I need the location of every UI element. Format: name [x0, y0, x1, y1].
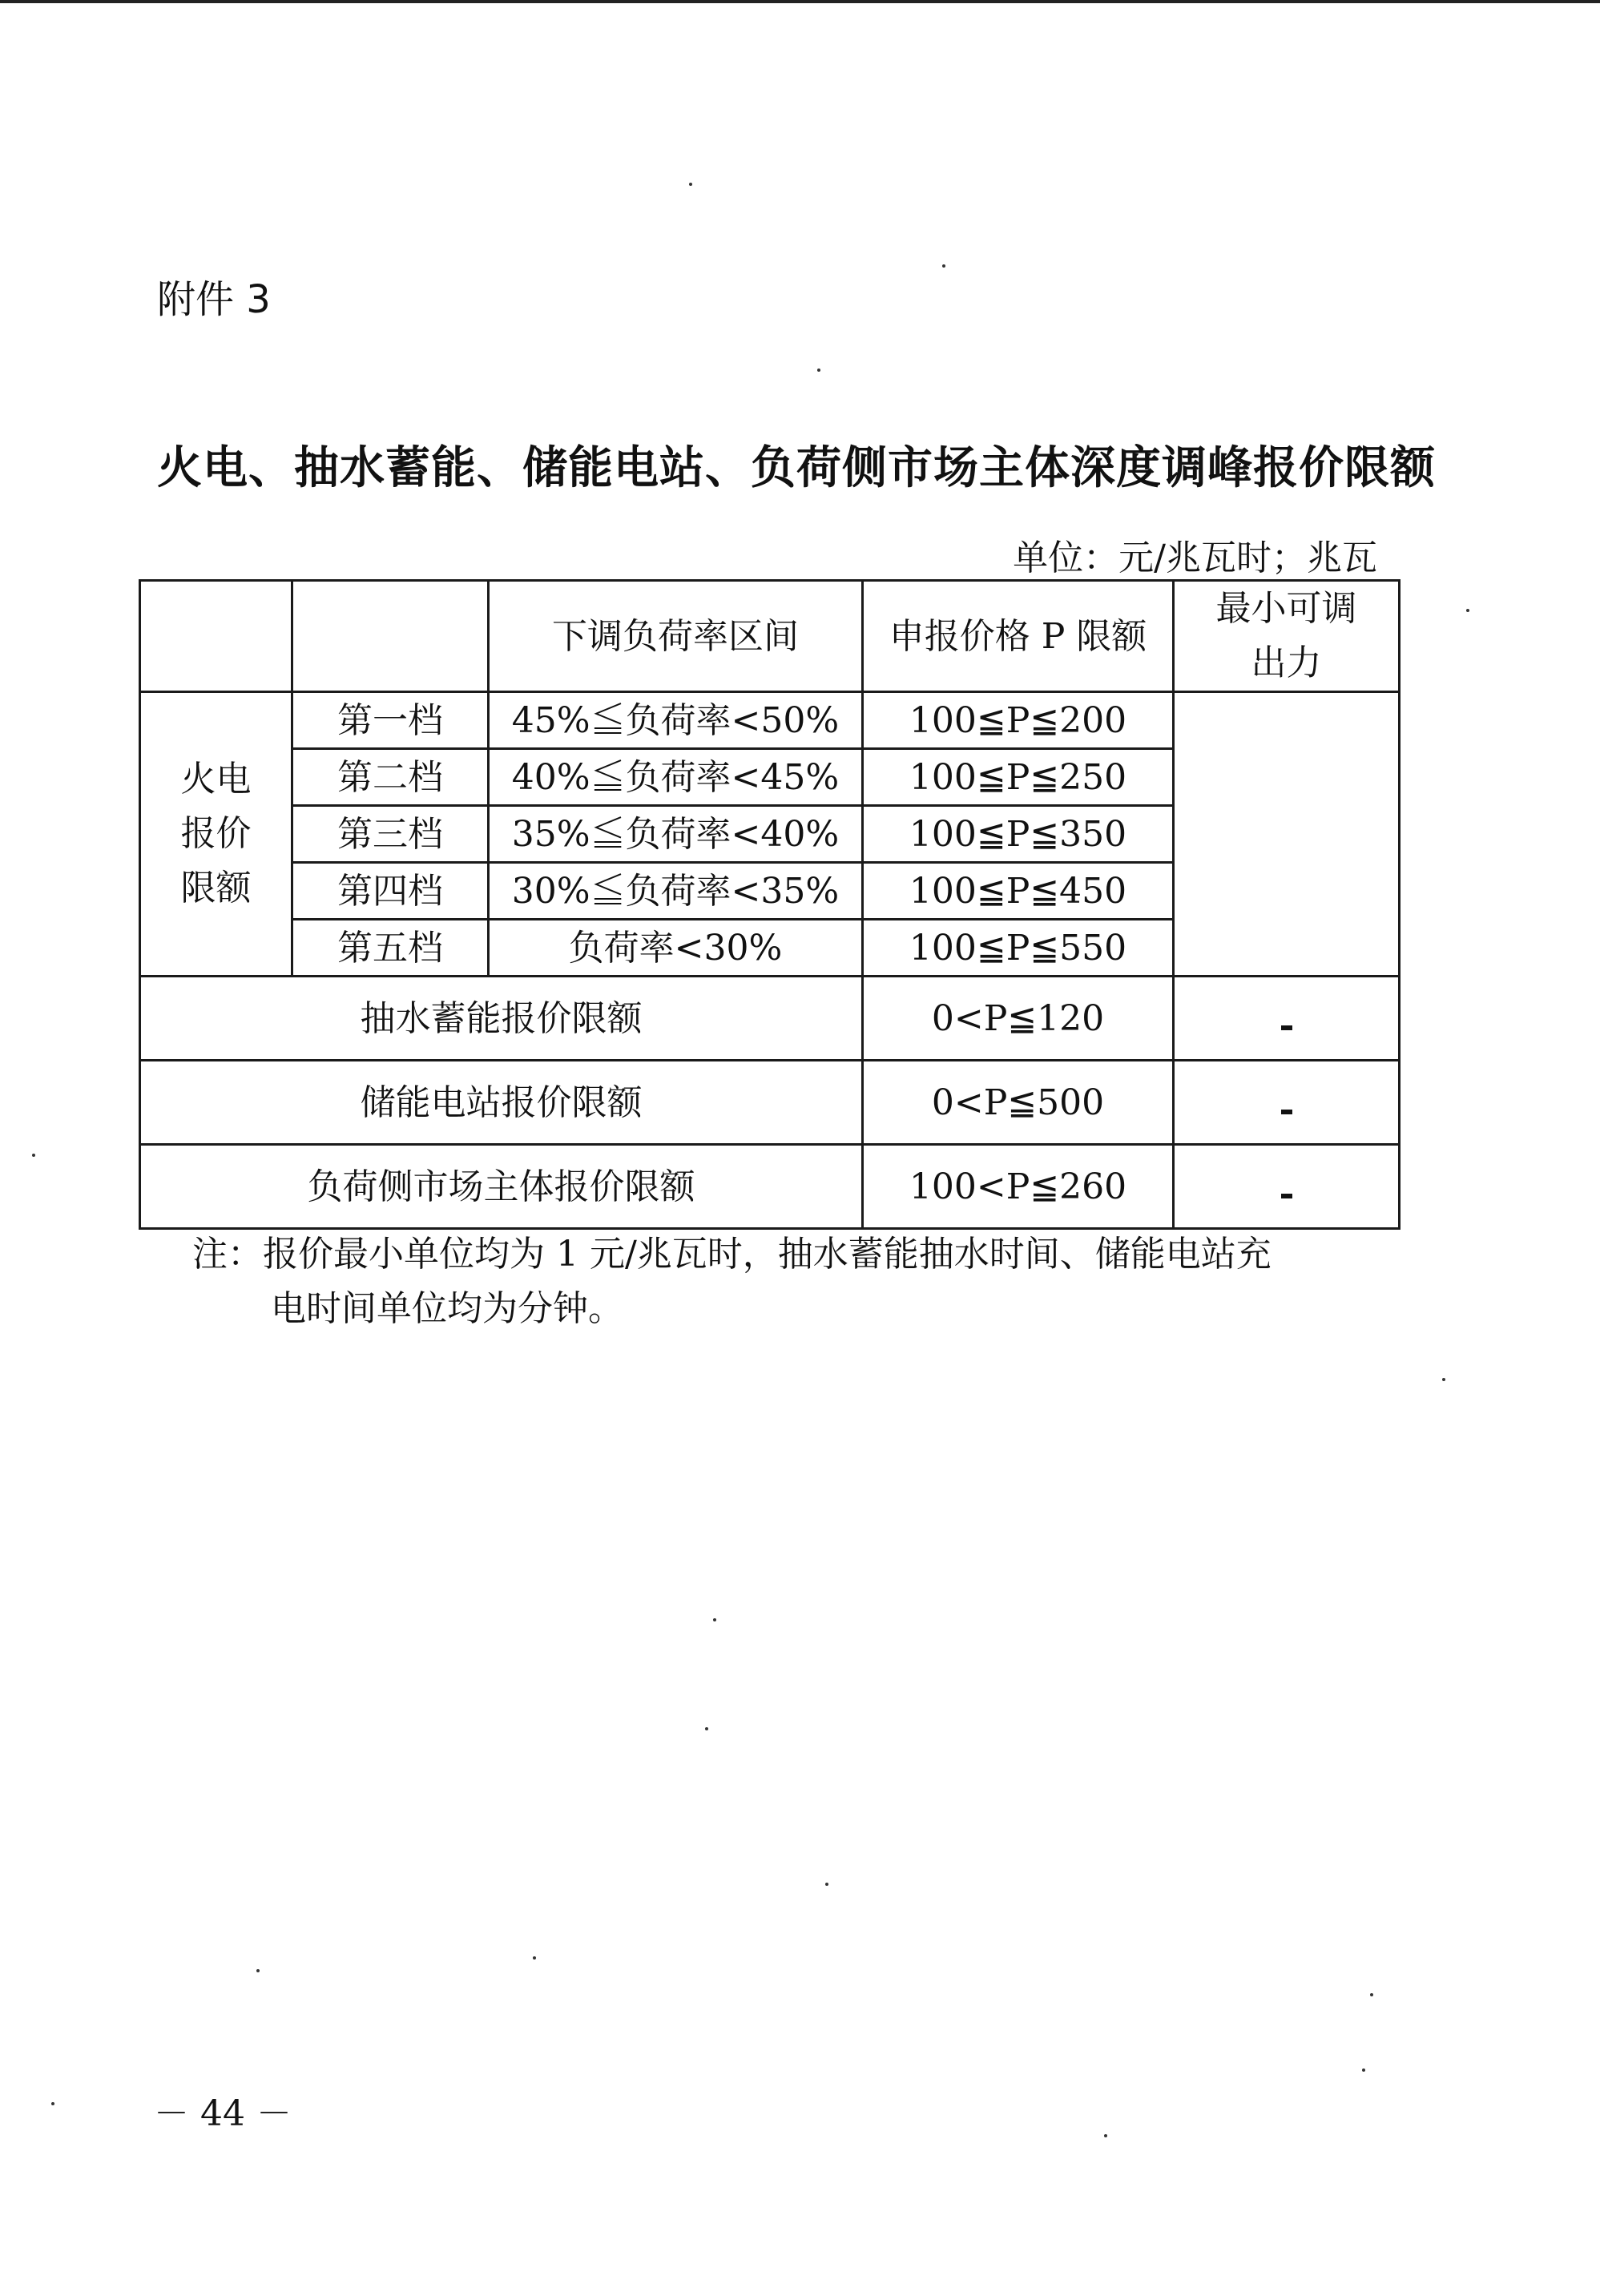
table-note [192, 1227, 1394, 1336]
tier-range: 负荷率<30% [489, 920, 863, 977]
tier-range: 40%≦负荷率<45% [489, 749, 863, 806]
tier-price: 100≦P≦350 [863, 806, 1174, 863]
tier-price: 100≦P≦200 [863, 692, 1174, 749]
header-blank-2 [292, 581, 489, 692]
energy-storage-min-output [1174, 1061, 1400, 1145]
scan-speck [1466, 609, 1469, 612]
tier-price: 100≦P≦550 [863, 920, 1174, 977]
scan-speck [1362, 2068, 1365, 2072]
table-row [140, 692, 1400, 749]
tier-price: 100≦P≦250 [863, 749, 1174, 806]
table-row [140, 1061, 1400, 1145]
price-limit-table [139, 579, 1401, 1230]
scan-speck [1104, 2134, 1107, 2137]
tier-label: 第五档 [292, 920, 489, 977]
energy-storage-price: 0<P≦500 [863, 1061, 1174, 1145]
note-line-1: 注：报价最小单位均为 1 元/兆瓦时，抽水蓄能抽水时间、储能电站充 [192, 1234, 1272, 1275]
header-range: 下调负荷率区间 [489, 581, 863, 692]
scan-speck [533, 1956, 536, 1960]
load-side-price: 100<P≦260 [863, 1145, 1174, 1229]
tier-range: 45%≦负荷率<50% [489, 692, 863, 749]
pumped-storage-min-output [1174, 977, 1400, 1061]
header-min-output: 最小可调出力 [1174, 581, 1400, 692]
scan-speck [32, 1154, 35, 1157]
header-price: 申报价格 P 限额 [863, 581, 1174, 692]
scan-speck [1442, 1378, 1445, 1381]
scan-speck [705, 1727, 708, 1730]
scan-speck [713, 1618, 716, 1621]
document-title: 火电、抽水蓄能、储能电站、负荷侧市场主体深度调峰报价限额 [157, 441, 1436, 494]
scan-speck [689, 183, 692, 186]
thermal-label-cell [140, 692, 292, 977]
scan-speck [256, 1969, 260, 1972]
tier-label: 第三档 [292, 806, 489, 863]
table-header-row [140, 581, 1400, 692]
tier-label: 第二档 [292, 749, 489, 806]
pumped-storage-price: 0<P≦120 [863, 977, 1174, 1061]
annex-label: 附件 3 [157, 277, 271, 322]
note-line-2: 电时间单位均为分钟。 [271, 1288, 623, 1330]
header-blank-1 [140, 581, 292, 692]
unit-label: 单位：元/兆瓦时；兆瓦 [1013, 538, 1377, 578]
table-row [140, 977, 1400, 1061]
dash-mark [1281, 1025, 1292, 1030]
thermal-label: 火电报价限额 [180, 759, 252, 909]
load-side-min-output [1174, 1145, 1400, 1229]
scan-speck [825, 1883, 828, 1886]
tier-label: 第四档 [292, 863, 489, 920]
pumped-storage-label: 抽水蓄能报价限额 [140, 977, 863, 1061]
tier-price: 100≦P≦450 [863, 863, 1174, 920]
thermal-min-output-cell [1174, 692, 1400, 977]
page-number: － 44 － [154, 2093, 292, 2134]
tier-range: 35%≦负荷率<40% [489, 806, 863, 863]
energy-storage-label: 储能电站报价限额 [140, 1061, 863, 1145]
tier-range: 30%≦负荷率<35% [489, 863, 863, 920]
scan-speck [51, 2102, 54, 2105]
top-scan-border [0, 0, 1600, 3]
scan-speck [817, 369, 820, 372]
table-row [140, 1145, 1400, 1229]
scan-speck [942, 264, 945, 268]
load-side-label: 负荷侧市场主体报价限额 [140, 1145, 863, 1229]
dash-mark [1281, 1194, 1292, 1198]
dash-mark [1281, 1110, 1292, 1114]
scan-speck [1370, 1993, 1373, 1996]
tier-label: 第一档 [292, 692, 489, 749]
